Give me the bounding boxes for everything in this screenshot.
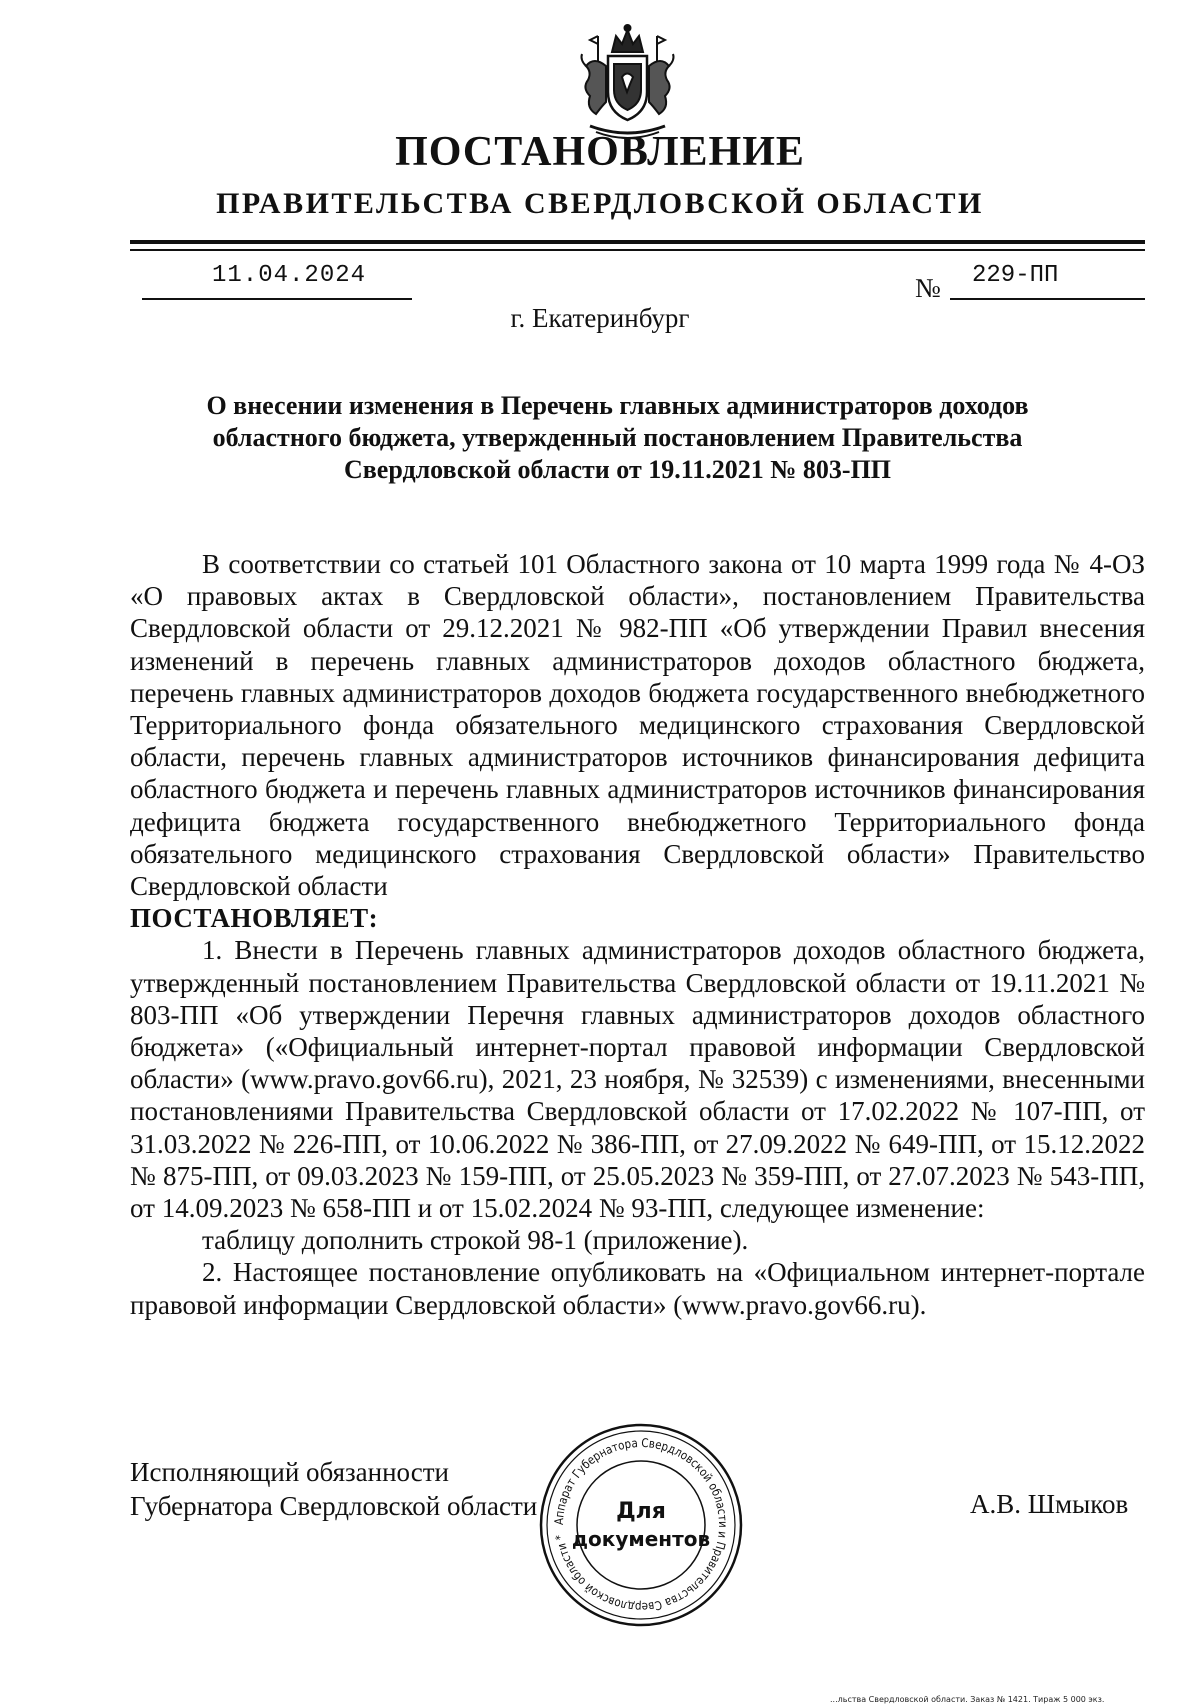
official-stamp — [536, 1420, 746, 1630]
signer-position-line-1: Исполняющий обязанности — [130, 1457, 449, 1487]
stamp-center-line-1: Для — [616, 1499, 666, 1524]
stamp-center-line-2: документов — [571, 1527, 711, 1551]
document-body — [130, 548, 1145, 1321]
document-title — [150, 390, 1085, 486]
signer-position-line-2: Губернатора Свердловской области — [130, 1491, 538, 1521]
item-2-paragraph: 2. Настоящее постановление опубликовать на «Официальном интернет-портале правовой информации Свердловской области» (www.pravo.gov66.ru). — [130, 1257, 1145, 1320]
header-rule-thick — [130, 240, 1145, 244]
stamp-ring-text: Аппарат Губернатора Свердловской области и Правительства Свердловской области * — [551, 1435, 731, 1615]
item-1-sub-paragraph: таблицу дополнить строкой 98-1 (приложение). — [202, 1225, 749, 1256]
item-1-paragraph: 1. Внести в Перечень главных администраторов доходов областного бюджета, утвержденный постановлением Правительства Свердловской области от 19.11.2021 № 803-ПП «Об утверждении Перечня главных администраторов доходов областного бюджета» («Официальный интернет-портал правовой информации Свердловской области» (www.pravo.gov66.ru), 2021, 23 ноября, № 32539) с изменениями, внесенными постановлениями Правительства Свердловской области от 17.02.2022 № 107-ПП, от 31.03.2022 № 226-ПП, от 10.06.2022 № 386-ПП, от 27.09.2022 № 649-ПП, от 15.12.2022 № 875-ПП, от 09.03.2023 № 159-ПП, от 25.05.2023 № 359-ПП, от 27.07.2023 № 543-ПП, от 14.09.2023 № 658-ПП и от 15.02.2024 № 93-ПП, следующее изменение: — [130, 935, 1145, 1224]
number-underline — [950, 298, 1145, 300]
title-line-2: областного бюджета, утвержденный постановлением Правительства — [212, 423, 1023, 452]
document-type-heading: ПОСТАНОВЛЕНИЕ — [395, 129, 805, 175]
document-number: 229-ПП — [972, 262, 1059, 289]
city-line: г. Екатеринбург — [510, 303, 690, 333]
print-run-note: ...льства Свердловской области. Заказ № 1421. Тираж 5 000 экз. — [830, 1695, 1105, 1704]
title-line-3: Свердловской области от 19.11.2021 № 803-ПП — [343, 455, 892, 484]
signer-position — [130, 1455, 537, 1523]
preamble-paragraph: В соответствии со статьей 101 Областного закона от 10 марта 1999 года № 4-ОЗ «О правовых актах в Свердловской области», постановлением Правительства Свердловской области от 29.12.2021 № 982-ПП «Об утверждении Правил внесения изменений в перечень главных администраторов доходов областного бюджета, перечень главных администраторов доходов бюджета государственного внебюджетного Территориального фонда обязательного медицинского страхования Свердловской области, перечень главных администраторов источников финансирования дефицита областного бюджета и перечень главных администраторов источников финансирования дефицита бюджета государственного внебюджетного Территориального фонда обязательного медицинского страхования Свердловской области» Правительство Свердловской области — [130, 549, 1145, 902]
stamp-outer-ring — [541, 1425, 741, 1625]
date-underline — [142, 298, 412, 300]
title-line-1: О внесении изменения в Перечень главных администраторов доходов — [206, 391, 1029, 420]
signer-name: А.В. Шмыков — [970, 1489, 1129, 1519]
decides-heading: ПОСТАНОВЛЯЕТ: — [130, 903, 379, 934]
document-date: 11.04.2024 — [212, 262, 367, 289]
header-rule-thin — [130, 249, 1145, 251]
number-sign: № — [915, 273, 941, 303]
issuer-heading: ПРАВИТЕЛЬСТВА СВЕРДЛОВСКОЙ ОБЛАСТИ — [216, 187, 984, 220]
